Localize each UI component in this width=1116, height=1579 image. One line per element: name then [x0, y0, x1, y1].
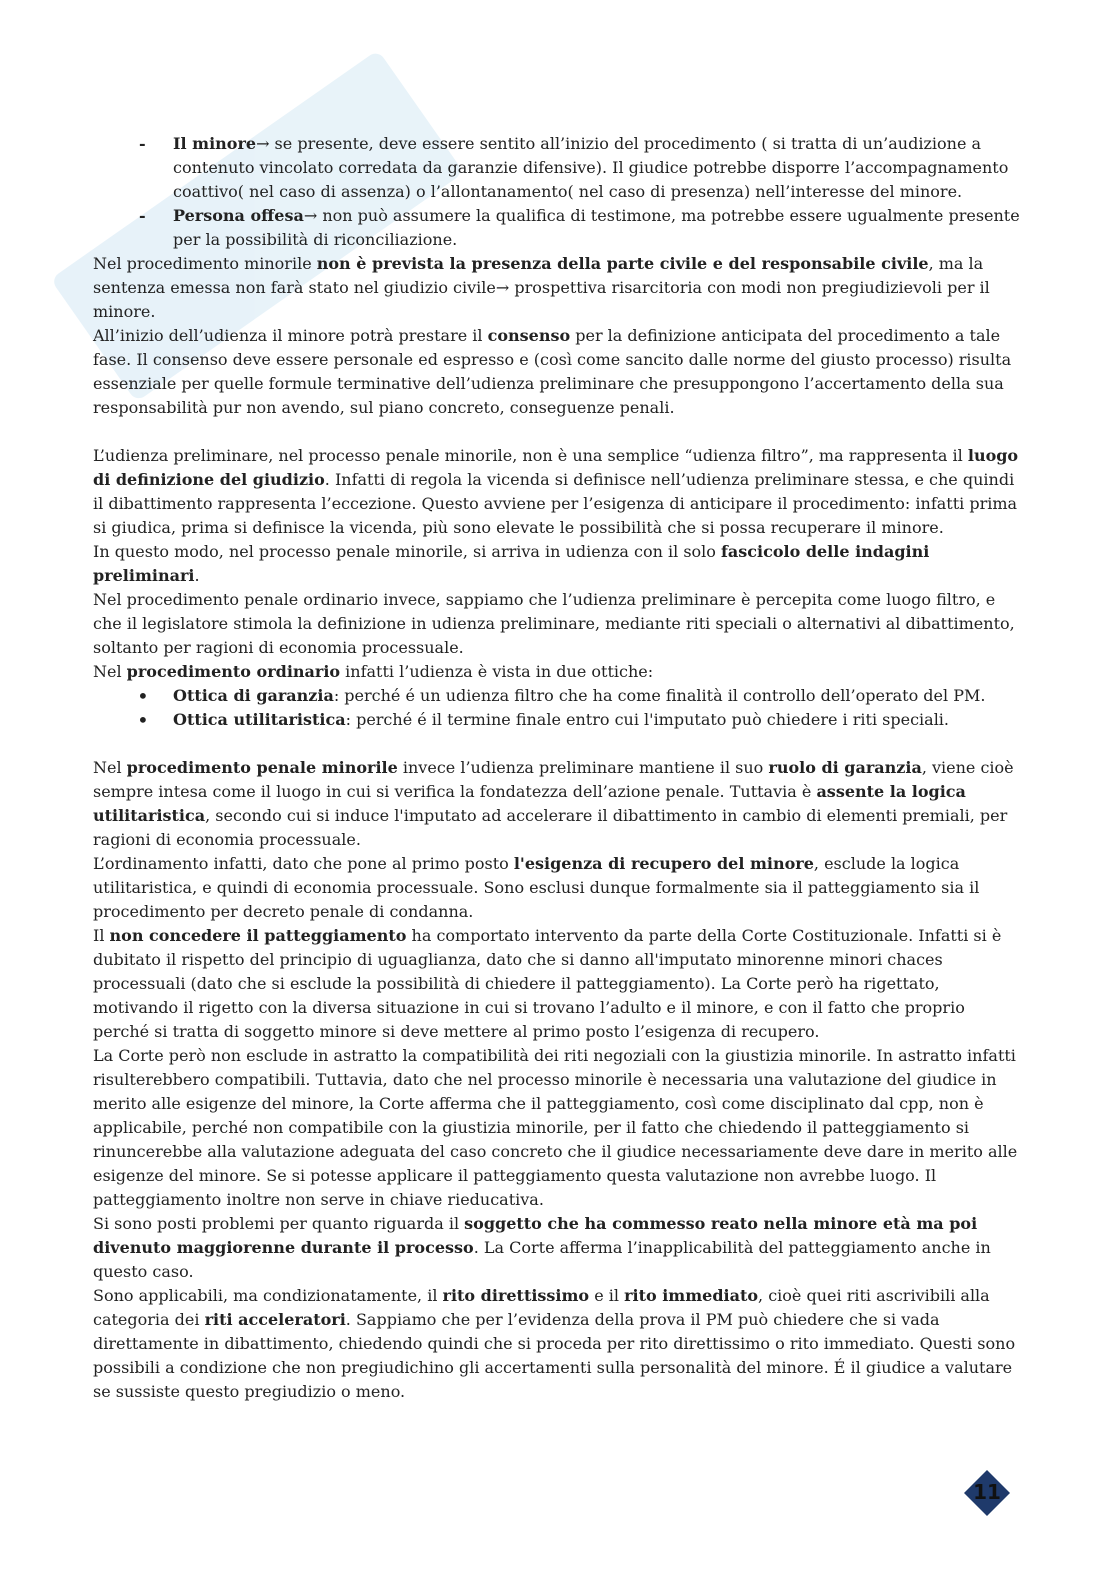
- paragraph: Sono applicabili, ma condizionatamente, il rito direttissimo e il rito immediato, cioè quei riti ascrivibili alla categoria dei riti acceleratori. Sappiamo che per l’evidenza della prova il PM può chiedere che si vada direttamente in dibattimento, chiedendo quindi che si proceda per rito direttissimo o rito immediato. Questi sono possibili a condizione che non pregiudichino gli accertamenti sulla personalità del minore. É il giudice a valutare se sussiste questo pregiudizio o meno.: [93, 1286, 1016, 1401]
- paragraph: L’udienza preliminare, nel processo penale minorile, non è una semplice “udienza filtro”, ma rappresenta il luogo di definizione del giudizio. Infatti di regola la vicenda si definisce nell’udienza preliminare stessa, e che quindi il dibattimento rappresenta l’eccezione. Questo avviene per l’esigenza di anticipare il procedimento: infatti prima si giudica, prima si definisce la vicenda, più sono elevate le possibilità che si possa recuperare il minore.: [93, 446, 1019, 537]
- optics-list: [93, 684, 1023, 732]
- paragraph: La Corte però non esclude in astratto la compatibilità dei riti negoziali con la giustizia minorile. In astratto infatti risulterebbero compatibili. Tuttavia, dato che nel processo minorile è necessaria una valutazione del giudice in merito alle esigenze del minore, la Corte afferma che il patteggiamento, così come disciplinato dal cpp, non è applicabile, perché non compatibile con la giustizia minorile, per il fatto che chiedendo il patteggiamento si rinuncerebbe alla valutazione adeguata del caso concreto che il giudice necessariamente deve dare in merito alle esigenze del minore. Se si potesse applicare il patteggiamento questa valutazione non avrebbe luogo. Il patteggiamento inoltre non serve in chiave rieducativa.: [93, 1046, 1018, 1209]
- paragraph: L’ordinamento infatti, dato che pone al primo posto l'esigenza di recupero del minore, esclude la logica utilitaristica, e quindi di economia processuale. Sono esclusi dunque formalmente sia il patteggiamento sia il procedimento per decreto penale di condanna.: [93, 854, 980, 921]
- list-item: [93, 204, 1023, 252]
- page-number-badge: [962, 1468, 1012, 1518]
- paragraph: Si sono posti problemi per quanto riguarda il soggetto che ha commesso reato nella minore età ma poi divenuto maggiorenne durante il processo. La Corte afferma l’inapplicabilità del patteggiamento anche in questo caso.: [93, 1214, 991, 1281]
- paragraph: Il non concedere il patteggiamento ha comportato intervento da parte della Corte Costituzionale. Infatti si è dubitato il rispetto del principio di uguaglianza, dato che si danno all'imputato minorenne minori chaces processuali (dato che si esclude la possibilità di chiedere il patteggiamento). La Corte però ha rigettato, motivando il rigetto con la diversa situazione in cui si trovano l’adulto e il minore, e con il fatto che proprio perché si tratta di soggetto minore si deve mettere al primo posto l’esigenza di recupero.: [93, 926, 1002, 1041]
- arrow-icon: →: [495, 278, 510, 297]
- item-text: : perché é un udienza filtro che ha come finalità il controllo dell’operato del PM.: [333, 686, 986, 705]
- arrow-icon: →: [256, 134, 270, 153]
- bullet-icon: •: [137, 708, 149, 732]
- term: Ottica di garanzia: [173, 686, 334, 705]
- list-item: [93, 132, 1023, 204]
- document-body: [93, 132, 1023, 1404]
- bullet-icon: •: [137, 684, 149, 708]
- item-text: non può assumere la qualifica di testimone, ma potrebbe essere ugualmente presente per la possibilità di riconciliazione.: [173, 206, 1020, 249]
- page-number: 11: [973, 1480, 1001, 1504]
- paragraph: All’inizio dell’udienza il minore potrà prestare il consenso per la definizione anticipata del procedimento a tale fase. Il consenso deve essere personale ed espresso e (così come sancito dalle norme del giusto processo) risulta essenziale per quelle formule terminative dell’udienza preliminare che presuppongono l’accertamento della sua responsabilità pur non avendo, sul piano concreto, conseguenze penali.: [93, 326, 1012, 417]
- term: Persona offesa: [173, 206, 304, 225]
- list-item: [93, 708, 1023, 732]
- term: Ottica utilitaristica: [173, 710, 346, 729]
- dash-bullet: -: [139, 206, 146, 225]
- participants-list: [93, 132, 1023, 252]
- arrow-icon: →: [303, 206, 318, 225]
- dash-bullet: -: [139, 134, 146, 153]
- paragraph: In questo modo, nel processo penale minorile, si arriva in udienza con il solo fascicolo delle indagini preliminari.: [93, 542, 930, 585]
- term: Il minore: [173, 134, 257, 153]
- item-text: : perché é il termine finale entro cui l'imputato può chiedere i riti speciali.: [345, 710, 950, 729]
- list-item: [93, 684, 1023, 708]
- paragraph: Nel procedimento minorile non è prevista la presenza della parte civile e del responsabile civile, ma la sentenza emessa non farà stato nel giudizio civile→ prospettiva risarcitoria con modi non pregiudizievoli per il minore.: [93, 254, 990, 321]
- paragraph: Nel procedimento penale ordinario invece, sappiamo che l’udienza preliminare è percepita come luogo filtro, e che il legislatore stimola la definizione in udienza preliminare, mediante riti speciali o alternativi al dibattimento, soltanto per ragioni di economia processuale.: [93, 590, 1015, 657]
- item-text: se presente, deve essere sentito all’inizio del procedimento ( si tratta di un’audizione a contenuto vincolato corredata da garanzie difensive). Il giudice potrebbe disporre l’accompagnamento coattivo( nel caso di assenza) o l’allontanamento( nel caso di presenza) nell’interesse del minore.: [173, 134, 1009, 201]
- paragraph: Nel procedimento ordinario infatti l’udienza è vista in due ottiche:: [93, 662, 654, 681]
- paragraph: Nel procedimento penale minorile invece l’udienza preliminare mantiene il suo ruolo di garanzia, viene cioè sempre intesa come il luogo in cui si verifica la fondatezza dell’azione penale. Tuttavia è assente la logica utilitaristica, secondo cui si induce l'imputato ad accelerare il dibattimento in cambio di elementi premiali, per ragioni di economia processuale.: [93, 758, 1014, 849]
